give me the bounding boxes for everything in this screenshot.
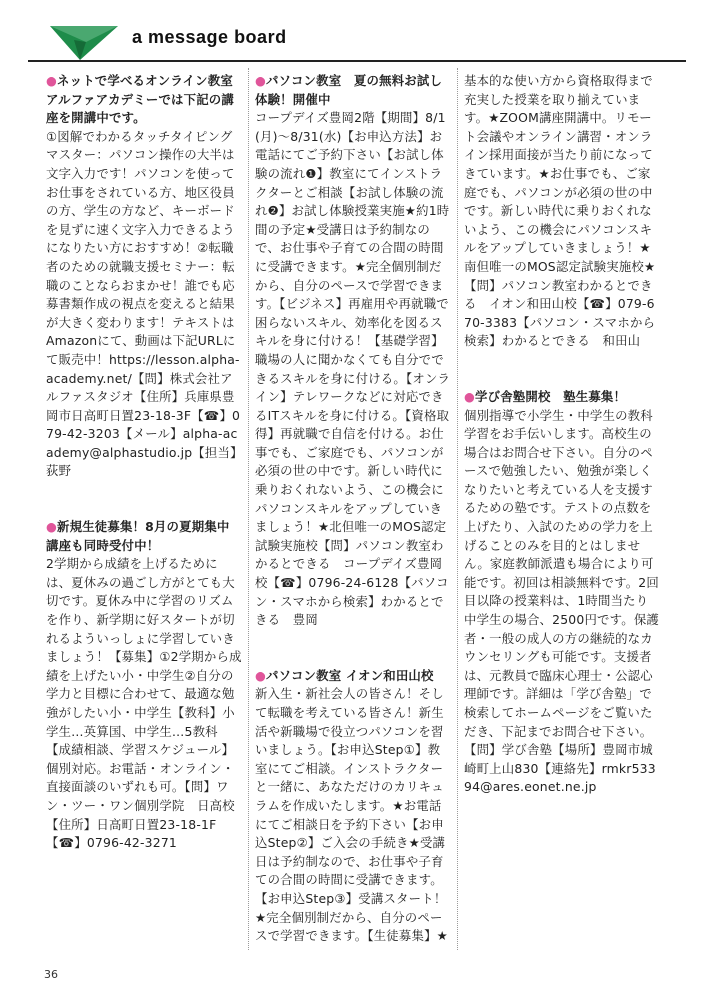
article-body: コープデイズ豊岡2階【期間】8/1(月)～8/31(水)【お申込方法】お電話にてご予約下さい【お試し体験の流れ❶】教室にてインストラクターとご相談【お試し体験の流れ❷】お試し体験授業実施★約1時間の予定★受講日は予約制なので、お仕事や子育ての合間の時間に受講できます。★完全個別制だから、自分のペースで学習できます。【ビジネス】再雇用や再就職で困らないスキル、効率化を図るスキルを身に付ける！【基礎学習】職場の人に聞かなくても自分でできるスキルを身に付ける。【オンライン】テレワークなどに対応できるITスキルを身に付ける。【資格取得】再就職で自信を付ける。お仕事でも、ご家庭でも、パソコンが必須の世の中です。新しい時代に乗りおくれないよう、この機会にパソコンスキルをアップしていきましょう！★北但唯一のMOS認定試験実施校【問】パソコン教室わかるとできる コープデイズ豊岡校【☎】0796-24-6128【パソコン・スマホから検索】わかるとできる 豊岡 bbox=[255, 110, 451, 628]
article-alpha-academy bbox=[46, 72, 242, 481]
article-body bbox=[255, 685, 451, 945]
column-1 bbox=[46, 72, 242, 853]
bullet-dot-icon: ● bbox=[255, 667, 267, 683]
bullet-dot-icon: ● bbox=[464, 388, 476, 404]
header-rule bbox=[28, 60, 686, 62]
article-heading: ●学び舎塾開校 塾生募集！ bbox=[464, 388, 627, 404]
column-3 bbox=[464, 72, 660, 797]
column-divider bbox=[457, 68, 458, 950]
article-manabiya bbox=[464, 388, 660, 797]
article-continuation: 基本的な使い方から資格取得まで充実した授業を取り揃えています。★ZOOM講座開講中。リモート会議やオンライン講習・オンライン採用面接が当たり前になってきています。★お仕事でも、ご家庭でも、パソコンが必須の世の中です。新しい時代に乗りおくれないよう、この機会にパソコンスキルをアップしていきましょう！★南但唯一のMOS認定試験実施校★【問】パソコン教室わかるとできる イオン和田山校【☎】079-670-3383【パソコン・スマホから検索】わかるとできる 和田山 bbox=[464, 73, 656, 349]
article-body: ①図解でわかるタッチタイピングマスター：パソコン操作の大半は文字入力です！パソコンを使ってお仕事をされている方、地区役員の方、学生の方など、キーボードを見ずに速く文字入力できるようになりたい方におすすめ！②転職者のための就職支援セミナー：転職のことならおまかせ！誰でも応募書類作成の視点を変えると結果が大きく変わります！テキストはAmazonにて、動画は下記URLにて販売中！https://lesson.alpha-academy.net/【問】株式会社アルファスタジオ【住所】兵庫県豊岡市日高町日置23-18-3F【☎】079-42-3203【メール】alpha-academy@alphastudio.jp【担当】荻野 bbox=[46, 128, 241, 479]
bullet-dot-icon: ● bbox=[46, 519, 58, 535]
column-divider bbox=[248, 68, 249, 950]
article-pc-wadayama bbox=[255, 667, 451, 946]
column-2 bbox=[255, 72, 451, 946]
article-heading: ●新規生徒募集！8月の夏期集中講座も同時受付中！ bbox=[46, 519, 230, 553]
page-number: 36 bbox=[44, 968, 58, 981]
article-heading: ●パソコン教室 夏の無料お試し体験！開催中 bbox=[255, 73, 443, 107]
article-body-part: 新入生・新社会人の皆さん！そして転職を考えている皆さん！新生活や新職場で役立つパソコンを習いましょう。【お申込Step①】教室にてご相談。インストラクターと一緒に、あなただけのカリキュラムを作成いたします。★お電話にてご相談日を予約下さい【お申込Step②】ご入会の手続き★受講日は予約制なので、お仕事や子育ての合間の時間に受講できます。【お申込Step③】受講スタート！★完全個別制だから、自分のペースで学習できます。【生徒募集】★ bbox=[255, 686, 448, 944]
bullet-dot-icon: ● bbox=[46, 73, 58, 88]
page-header bbox=[28, 18, 688, 64]
article-heading: ●ネットで学べるオンライン教室アルファアカデミーでは下記の講座を開講中です。 bbox=[46, 73, 234, 126]
article-body: 個別指導で小学生・中学生の教科学習をお手伝いします。高校生の場合はお問合せ下さい。自分のペースで勉強したい、勉強が楽しくなりたいと考えている人を支援するための塾です。テストの点数を上げたり、入試のための学力を上げることのみを目的とはしません。家庭教師派遣も場合により可能です。初回は相談無料です。2回目以降の授業料は、1時間当たり中学生の場合、2500円です。保護者・一般の成人の方の継続的なカウンセリングも可能です。支援者は、元教員で臨床心理士・公認心理師です。詳細は「学び舎塾」で検索してホームページをご覧いただき、下記までお問合せ下さい。【問】学び舎塾【場所】豊岡市城崎町上山830【連絡先】rmkr53394@ares.eonet.ne.jp bbox=[464, 407, 660, 795]
bullet-dot-icon: ● bbox=[255, 73, 267, 88]
article-body: 2学期から成績を上げるためには、夏休みの過ごし方がとても大切です。夏休み中に学習のリズムを作り、新学期に好スタートが切れるよういっしょに学習していきましょう！【募集】①2学期から成績を上げたい小・中学生②自分の学力と目標に合わせて、最適な勉強がしたい小・中学生【教科】小学生…英算国、中学生…5教科【成績相談、学習スケジュール】個別対応。お電話・オンライン・直接面談のいずれも可。【問】ワン・ツー・ワン個別学院 日高校【住所】日高町日置23-18-1F【☎】0796-42-3271 bbox=[46, 556, 242, 851]
article-heading: ●パソコン教室 イオン和田山校 bbox=[255, 667, 434, 683]
article-pc-trial bbox=[255, 72, 451, 630]
paper-plane-icon bbox=[50, 22, 118, 62]
article-summer-course bbox=[46, 518, 242, 853]
page-title: a message board bbox=[132, 27, 287, 47]
